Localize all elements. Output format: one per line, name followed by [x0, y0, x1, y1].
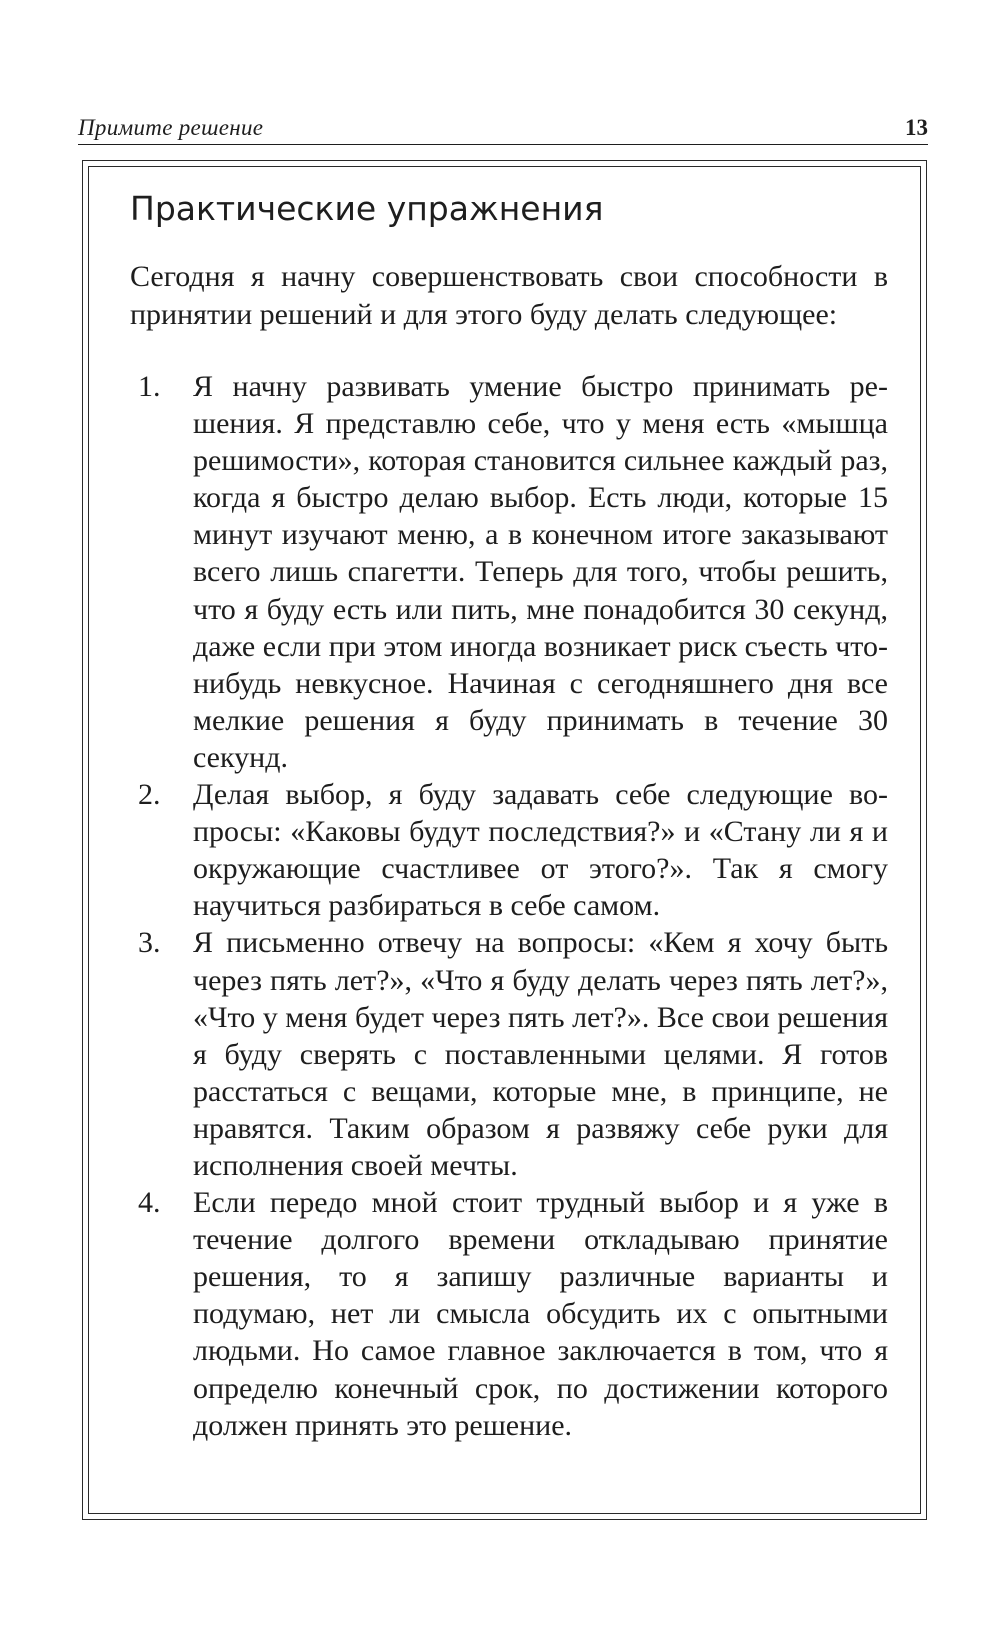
exercise-item-number: 1. [138, 370, 161, 403]
exercise-item-number: 4. [138, 1186, 161, 1220]
exercise-item-text: Если передо мной стоит трудный выбор и я уже в течение долгого времени откладываю принятие решения, то я запишу различные варианты и подумаю, нет ли смысла обсудить их с опытными людьми. Но самое главное заключается в том, что я определю конечный срок, по достижении которого должен принять это решение. [193, 1186, 888, 1442]
exercise-item [130, 924, 888, 1184]
exercise-item-text: Делая выбор, я буду задавать себе следующие вопросы: «Каковы будут последствия?» и «Стану ли я и окружающие счастливее от этого?». Так я смогу научиться разбираться в себе самом. [193, 778, 888, 923]
exercise-item-number: 3. [138, 926, 161, 960]
exercise-item [130, 776, 888, 924]
exercise-title: Практические упражнения [130, 189, 604, 228]
exercise-intro: Сегодня я начну совершенствовать свои способности в принятии решений и для этого буду делать следующее: [130, 260, 888, 331]
exercise-item-number: 2. [138, 778, 161, 812]
exercise-item [130, 1184, 888, 1444]
page-number: 13 [905, 115, 928, 140]
exercise-item [130, 368, 888, 776]
running-head-title: Примите решение [78, 115, 264, 140]
exercise-list [130, 368, 888, 1444]
exercise-item-text: Я начну развивать умение быстро принимать решения. Я представлю себе, что у меня есть «мышца решимости», которая становится сильнее каждый раз, когда я быстро делаю выбор. Есть люди, которые 15 минут изучают меню, а в конечном итоге заказывают всего лишь спагетти. Теперь для того, чтобы решить, что я буду есть или пить, мне понадобится 30 секунд, даже если при этом иногда возникает риск съесть что-нибудь невкусное. Начиная с сегодняшнего дня все мелкие решения я буду принимать в течение 30 секунд. [193, 370, 888, 774]
exercise-item-text: Я письменно отвечу на вопросы: «Кем я хочу быть через пять лет?», «Что я буду делать через пять лет?», «Что у меня будет через пять лет?». Все свои решения я буду сверять с поставленными целями. Я готов расстаться с вещами, которые мне, в принципе, не нравятся. Таким образом я развяжу себе руки для исполнения своей мечты. [193, 926, 888, 1182]
running-head [78, 112, 928, 145]
